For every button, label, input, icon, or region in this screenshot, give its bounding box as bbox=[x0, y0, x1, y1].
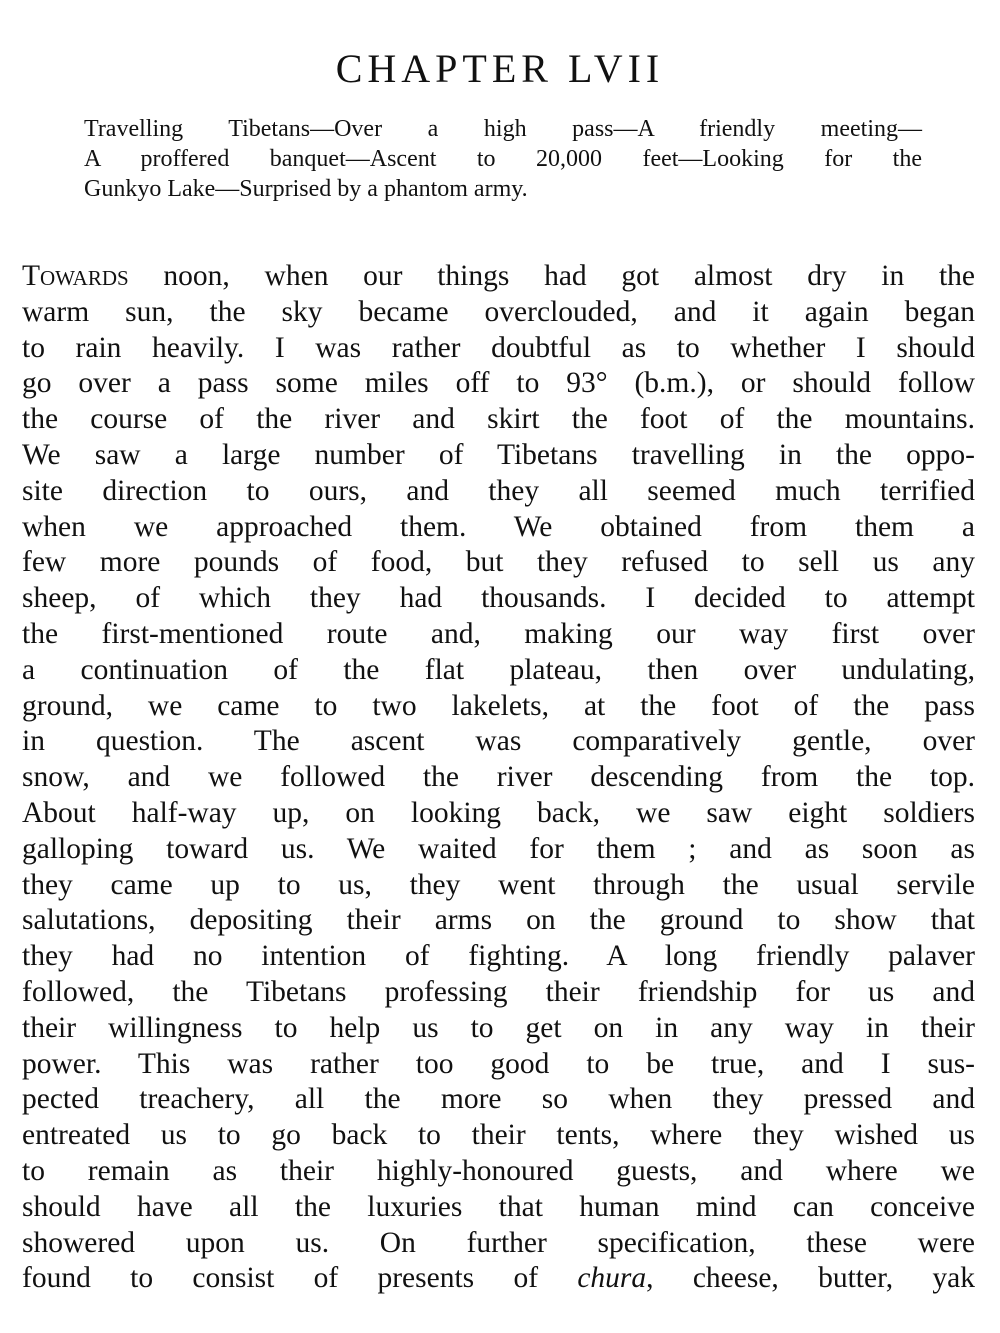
body-line: entreated us to go back to their tents, where they wished us bbox=[22, 1119, 975, 1152]
body-line: salutations, depositing their arms on the ground to show that bbox=[22, 904, 975, 937]
body-line: snow, and we followed the river descending from the top. bbox=[22, 761, 975, 794]
synopsis-line: Gunkyo Lake—Surprised by a phantom army. bbox=[84, 176, 528, 202]
body-line: to rain heavily. I was rather doubtful as to whether I should bbox=[22, 331, 975, 364]
body-line: site direction to ours, and they all seemed much terrified bbox=[22, 474, 975, 507]
body-text bbox=[22, 259, 975, 1297]
body-line: galloping toward us. We waited for them ; and as soon as bbox=[22, 832, 975, 865]
body-line-first bbox=[22, 259, 975, 295]
body-line: power. This was rather too good to be true, and I sus- bbox=[22, 1047, 975, 1080]
body-line: their willingness to help us to get on in any way in their bbox=[22, 1011, 975, 1044]
last-line-end: , cheese, butter, yak bbox=[646, 1262, 975, 1295]
body-line: in question. The ascent was comparatively gentle, over bbox=[22, 725, 975, 758]
body-line: pected treachery, all the more so when they pressed and bbox=[22, 1083, 975, 1116]
body-line: few more pounds of food, but they refused to sell us any bbox=[22, 546, 975, 579]
chapter-synopsis bbox=[84, 114, 922, 204]
body-line: they came up to us, they went through the usual servile bbox=[22, 868, 975, 901]
last-line-start: found to consist of presents of bbox=[22, 1262, 578, 1295]
chapter-title: CHAPTER LVII bbox=[335, 45, 665, 91]
body-line: About half-way up, on looking back, we saw eight soldiers bbox=[22, 796, 975, 829]
body-line: sheep, of which they had thousands. I decided to attempt bbox=[22, 582, 975, 615]
body-line: they had no intention of fighting. A long friendly palaver bbox=[22, 940, 975, 973]
italic-word: chura bbox=[577, 1262, 647, 1295]
opening-word: Towards bbox=[22, 260, 129, 292]
body-line: warm sun, the sky became overclouded, and it again began bbox=[22, 295, 975, 328]
synopsis-line: Travelling Tibetans—Over a high pass—A friendly meeting— bbox=[84, 116, 922, 142]
body-line: showered upon us. On further specification, these were bbox=[22, 1226, 975, 1259]
body-line: the first-mentioned route and, making our way first over bbox=[22, 617, 975, 650]
body-line: the course of the river and skirt the foot of the mountains. bbox=[22, 403, 975, 436]
body-line: ground, we came to two lakelets, at the foot of the pass bbox=[22, 689, 975, 722]
body-line-last bbox=[22, 1261, 975, 1297]
body-line: go over a pass some miles off to 93° (b.m.), or should follow bbox=[22, 367, 975, 400]
body-line: should have all the luxuries that human mind can conceive bbox=[22, 1190, 975, 1223]
body-line: to remain as their highly-honoured guests, and where we bbox=[22, 1154, 975, 1187]
body-line: a continuation of the flat plateau, then over undulating, bbox=[22, 653, 975, 686]
body-line: We saw a large number of Tibetans travelling in the oppo- bbox=[22, 438, 975, 471]
body-line: followed, the Tibetans professing their friendship for us and bbox=[22, 975, 975, 1008]
synopsis-line: A proffered banquet—Ascent to 20,000 feet—Looking for the bbox=[84, 146, 922, 172]
first-line-rest: noon, when our things had got almost dry in the bbox=[128, 260, 975, 292]
body-line: when we approached them. We obtained from them a bbox=[22, 510, 975, 543]
